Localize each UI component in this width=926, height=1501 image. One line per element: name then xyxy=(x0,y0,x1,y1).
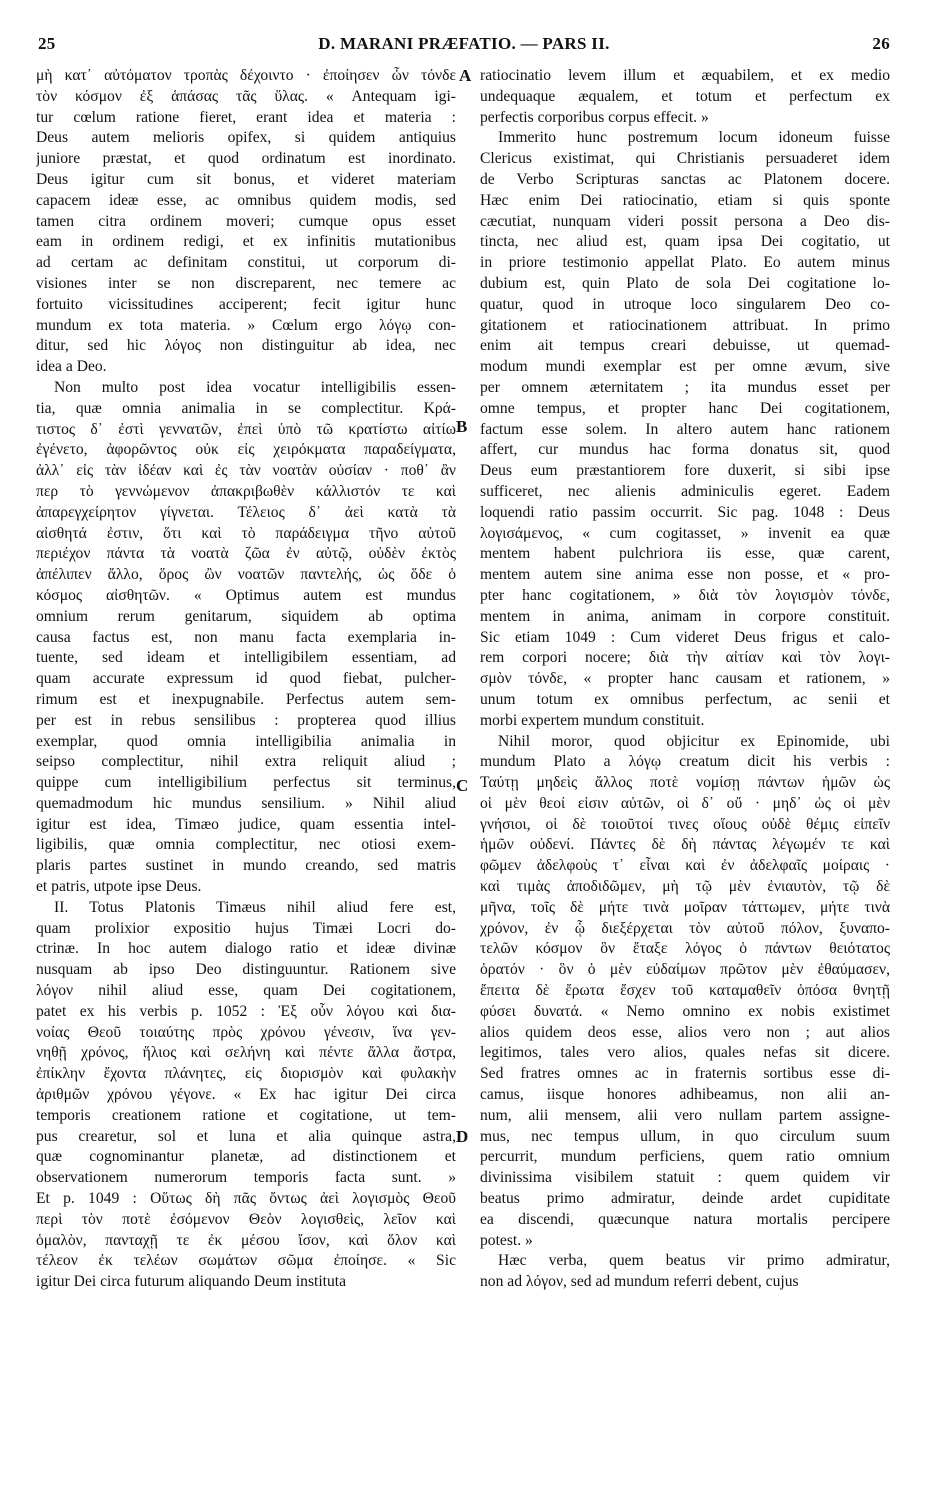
text-line: tur cœlum ratione fieret, erant idea et materia : xyxy=(36,108,456,126)
text-line: mundum Plato a λόγῳ creatum dicit his verbis : xyxy=(480,753,890,771)
text-line: et patris, utpote ipse Deus. xyxy=(36,878,202,896)
text-line: fortuito vicissitudines acciperent; fecit igitur hunc xyxy=(36,295,456,313)
text-line: plaris partes sustinet in mundo creando, sed matris xyxy=(36,857,456,875)
text-line: οἱ μὲν θεοί εἰσιν αὐτῶν, οἱ δ᾽ οὔ · μηδ᾽ ὡς οἱ μὲν xyxy=(480,794,890,812)
text-line: capacem ideæ esse, ac omnibus quidem modis, sed xyxy=(36,191,456,209)
text-line: tamen citra ordinem moveri; cumque opus esset xyxy=(36,212,456,230)
text-line: perfectis corporibus corpus effecit. » xyxy=(480,108,709,126)
text-line: camus, iisque honores adhibeamus, non alii an- xyxy=(480,1086,890,1104)
running-header xyxy=(38,34,890,60)
text-line: tuente, sed ideam et intelligibilem essentiam, ad xyxy=(36,649,456,667)
text-line: περ τὸ γεννώμενον ἀπακριβωθὲν κάλλιστόν τε καὶ xyxy=(36,482,456,500)
text-line: potest. » xyxy=(480,1231,533,1249)
text-line: λόγον nihil aliud esse, quam Dei cogitationem, xyxy=(36,982,456,1000)
text-line: Deus autem melioris opifex, si quidem antiquius xyxy=(36,129,456,147)
text-line: quippe cum intelligibilium perfectus sit terminus, xyxy=(36,774,456,792)
text-line: quatur, quod in utroque loco singularem Deo co- xyxy=(480,295,890,313)
text-line: per est in rebus sensilibus : propterea quod illius xyxy=(36,711,456,729)
text-line: num, alii mensem, alii vero nullam partem assigne- xyxy=(480,1106,890,1124)
text-line: juniore præstat, et quod ordinatum est inordinato. xyxy=(36,150,456,168)
text-line: causa factus est, non manu facta exemplaria in- xyxy=(36,628,456,646)
text-line: ctrinæ. In hoc autem dialogo ratio et ideæ divinæ xyxy=(36,940,456,958)
text-line: affert, cur mundus hac forma donatus sit, quod xyxy=(480,441,890,459)
text-line: factum esse solem. In altero autem hanc rationem xyxy=(480,420,890,438)
text-line: tincta, nec aliud est, quam ipsa Dei cogitatio, ut xyxy=(480,233,890,251)
margin-marker-a: A xyxy=(459,66,472,85)
text-line: exemplar, quod omnia intelligibilia animalia in xyxy=(36,732,456,750)
text-line: ad certam ac definitam constitui, ut corporum di- xyxy=(36,254,456,272)
text-line: rem corpori nocere; διὰ τὴν αἰτίαν καὶ τὸν λογι- xyxy=(480,649,890,667)
text-line: mundum ex tota materia. » Cœlum ergo λόγῳ con- xyxy=(36,316,456,334)
text-line: Immerito hunc postremum locum idoneum fuisse xyxy=(498,129,890,147)
text-line: ἐπίκλην ἔχοντα πλάνητες, εἰς διορισμὸν καὶ φυλακὴν xyxy=(36,1065,456,1083)
text-line: idea a Deo. xyxy=(36,358,107,376)
text-line: percurrit, mundum perficiens, quem ratio omnium xyxy=(480,1148,890,1166)
text-line: in priore testimonio appellat Plato. Eo autem minus xyxy=(480,254,890,272)
text-line: ἡμῶν οὐδενί. Πάντες δὲ δὴ πάντας λέγωμέν τε καὶ xyxy=(480,836,890,854)
text-line: ditur, sed hic λόγος non distinguitur ab idea, nec xyxy=(36,337,456,355)
text-line: νοίας Θεοῦ τοιαύτης πρὸς χρόνου γένεσιν, ἵνα γεν- xyxy=(36,1023,456,1041)
text-line: per omnem æternitatem ; ita mundus esset per xyxy=(480,378,890,396)
text-line: Sed fratres omnes ac in fraternis sortibus esse di- xyxy=(480,1065,890,1083)
text-line: morbi expertem mundum constituit. xyxy=(480,711,705,729)
text-line: αἰσθητά ἐστιν, ὅτι καὶ τὸ παράδειγμα τῆνο αὐτοῦ xyxy=(36,524,456,542)
text-line: Sic etiam 1049 : Cum videret Deus frigus et calo- xyxy=(480,628,890,646)
header-title: D. MARANI PRÆFATIO. — PARS II. xyxy=(318,34,610,53)
text-line: Ταύτῃ μηδεὶς ἄλλος ποτὲ νομίσῃ πάντων ἡμῶν ὡς xyxy=(480,774,890,792)
text-line: Nihil moror, quod objicitur ex Epinomide, ubi xyxy=(498,732,890,750)
text-line: τὸν κόσμον ἐξ ἁπάσας τᾶς ὕλας. « Antequam igi- xyxy=(36,87,456,105)
text-line: omne tempus, et propter hanc Dei cogitationem, xyxy=(480,399,890,417)
text-line: temporis creationem ratione et cogitatione, ut tem- xyxy=(36,1106,456,1124)
text-line: σμὸν τόνδε, « propter hanc causam et rationem, » xyxy=(480,670,890,688)
left-text-column xyxy=(36,66,456,1293)
text-line: observationem numerorum temporis facta sunt. » xyxy=(36,1169,456,1187)
text-line: mentem in anima, animam in corpore constituit. xyxy=(480,607,890,625)
text-line: gitationem et ratiocinationem attribuat. In primo xyxy=(480,316,890,334)
text-line: Et p. 1049 : Οὕτως δὴ πᾶς ὄντως ἀεὶ λογισμὸς Θεοῦ xyxy=(36,1190,456,1208)
text-line: ἀπέλιπεν ἄλλο, ὅρος ὢν νοατῶν παντελής, ὡς ὅδε ὁ xyxy=(36,566,456,584)
text-line: τελῶν κόσμον ὃν ἔταξε λόγος ὁ πάντων θειότατος xyxy=(480,940,890,958)
text-line: alios quidem deos esse, alios vero non ; aut alios xyxy=(480,1023,890,1041)
text-line: ὁρατόν · ὃν ὁ μὲν εὐδαίμων πρῶτον μὲν ἐθαύμασεν, xyxy=(480,961,890,979)
text-line: mus, nec tempus ullum, in quo circulum suum xyxy=(480,1127,890,1145)
text-line: ἀλλ᾽ εἰς τὰν ἰδέαν καὶ ἐς τὰν νοατὰν οὐσίαν · ποθ᾽ ἂν xyxy=(36,462,456,480)
text-line: ratiocinatio levem illum et æquabilem, et ex medio xyxy=(480,67,890,84)
text-line: γνήσιοι, οἱ δὲ τοιοῦτοί τινες οἵους οὐδὲ θέμις εἰπεῖν xyxy=(480,815,890,833)
text-line: Clericus existimat, qui Christianis persuaderet idem xyxy=(480,150,890,168)
text-line: Deus eum præstantiorem fore duxerit, si sibi ipse xyxy=(480,462,890,480)
text-line: μῆνα, τοῖς δὲ μήτε τινὰ μοῖραν τάττωμεν, μήτε τινὰ xyxy=(480,898,890,916)
text-line: divinissima visibilem statuit : quem quidem vir xyxy=(480,1169,890,1187)
margin-marker-b: B xyxy=(456,417,468,436)
text-line: mentem autem sine anima esse non posse, et « pro- xyxy=(480,566,890,584)
text-line: ἀριθμῶν χρόνου γέγονε. « Ex hac igitur Dei circa xyxy=(36,1086,456,1104)
text-line: Non multo post idea vocatur intelligibilis essen- xyxy=(54,378,456,396)
text-line: quam prolixior expositio hujus Timæi Locri do- xyxy=(36,919,456,937)
margin-marker-c: C xyxy=(456,776,469,795)
text-line: beatus primo admiratur, deinde ardet cupiditate xyxy=(480,1190,890,1208)
text-line: κόσμος αἰσθητῶν. « Optimus autem est mundus xyxy=(36,586,456,604)
text-line: nusquam ab ipso Deo distinguuntur. Rationem sive xyxy=(36,961,456,979)
text-line: legitimos, tales vero alios, quales nefas sit dicere. xyxy=(480,1044,890,1062)
text-line: χρόνον, ἐν ᾧ διεξέρχεται τὸν αὐτοῦ πόλον, ξυναπο- xyxy=(480,919,890,937)
text-line: τέλεον ἐκ τελέων σωμάτων σῶμα ἐποίησε. « Sic xyxy=(36,1252,456,1270)
text-line: mentem habent pulchriora iis esse, quæ carent, xyxy=(480,545,890,563)
text-line: pus crearetur, sol et luna et alia quinque astra, xyxy=(36,1127,456,1145)
text-line: φύσει δυνατά. « Nemo omnino ex nobis existimet xyxy=(480,1002,890,1020)
text-line: μὴ κατ᾽ αὐτόματον τροπὰς δέχοιντο · ἐποίησεν ὧν τόνδε xyxy=(36,67,456,84)
text-line: pter hanc cogitationem, » διὰ τὸν λογισμὸν τόνδε, xyxy=(480,586,890,604)
text-line: tia, quæ omnia animalia in se complectitur. Κρά- xyxy=(36,399,456,417)
text-line: ὁμαλὸν, πανταχῇ τε ἐκ μέσου ἴσον, καὶ ὅλον καὶ xyxy=(36,1231,456,1249)
text-line: undequaque æqualem, et totum et perfectum ex xyxy=(480,87,890,105)
text-line: περιέχον πάντα τὰ νοατὰ ζῶα ἐν αὐτῷ, οὐδὲν ἐκτὸς xyxy=(36,545,456,563)
text-line: quæ cognominantur planetæ, ad distinctionem et xyxy=(36,1148,456,1166)
page-number-right: 26 xyxy=(872,34,890,53)
text-line: omnium rerum genitarum, siquidem ab optima xyxy=(36,607,456,625)
text-line: ἐγένετο, ἀφορῶντος οὐκ εἰς χειρόκματα παραδείγματα, xyxy=(36,441,456,459)
text-line: dubium est, quin Plato de sola Dei cogitatione lo- xyxy=(480,274,890,292)
text-line: καὶ τιμὰς ἀποδιδῶμεν, μὴ τῷ μὲν ἐνιαυτὸν, τῷ δὲ xyxy=(480,878,890,896)
text-line: igitur est idea, Timæo judice, quam essentia intel- xyxy=(36,815,456,833)
text-line: περὶ τὸν ποτὲ ἐσόμενον Θεὸν λογισθεὶς, λεῖον καὶ xyxy=(36,1210,456,1228)
text-line: seipso complectitur, nihil extra reliquit aliud ; xyxy=(36,753,456,771)
text-line: νηθῇ χρόνος, ἥλιος καὶ σελήνη καὶ πέντε ἄλλα ἄστρα, xyxy=(36,1044,456,1062)
text-line: unum totum ex omnibus perfectum, ac senii et xyxy=(480,690,890,708)
text-line: rimum est et inexpugnabile. Perfectus autem sem- xyxy=(36,690,456,708)
right-text-column xyxy=(480,66,890,1293)
text-line: visiones inter se non discreparent, nec temere ac xyxy=(36,274,456,292)
text-line: igitur Dei circa futurum aliquando Deum instituta xyxy=(36,1273,347,1291)
text-line: enim ait tempus creari debuisse, ut quemad- xyxy=(480,337,890,355)
text-line: Hæc enim Dei ratiocinatio, etiam si quis sponte xyxy=(480,191,890,209)
text-line: λογισάμενος, « cum cogitasset, » invenit ea quæ xyxy=(480,524,890,542)
text-line: quam accurate expressum id quod fiebat, pulcher- xyxy=(36,670,456,688)
text-line: Deus igitur cum sit bonus, et videret materiam xyxy=(36,170,456,188)
text-line: Hæc verba, quem beatus vir primo admiratur, xyxy=(498,1252,890,1270)
page-number-left: 25 xyxy=(38,34,56,53)
text-line: sufficeret, nec alienis adminiculis egeret. Eadem xyxy=(480,482,890,500)
text-line: ἀπαρεγχείρητον γίγνεται. Τέλειος δ᾽ ἀεὶ κατὰ τὰ xyxy=(36,503,456,521)
text-line: II. Totus Platonis Timæus nihil aliud fere est, xyxy=(54,898,456,916)
text-line: ea discendi, quæcunque natura mortalis percipere xyxy=(480,1210,890,1228)
text-line: eam in ordinem redigi, et ex infinitis mutationibus xyxy=(36,233,456,251)
text-line: φῶμεν ἀδελφοὺς τ᾽ εἶναι καὶ ἐν ἀδελφαῖς μοίραις · xyxy=(480,857,890,875)
text-line: τιστος δ᾽ ἐστὶ γεννατῶν, ἐπεὶ ὑπὸ τῶ κρατίστω αἰτίω xyxy=(36,420,456,438)
text-line: loquendi ratio passim occurrit. Sic pag. 1048 : Deus xyxy=(480,503,890,521)
text-line: quemadmodum hic mundus sensilium. » Nihil aliud xyxy=(36,794,456,812)
text-line: modum mundi exemplar est per omne ævum, sive xyxy=(480,358,890,376)
text-line: patet ex his verbis p. 1052 : Ἐξ οὖν λόγου καὶ δια- xyxy=(36,1002,456,1020)
text-line: ἔπειτα δὲ ἔρωτα ἔσχεν τοῦ καταμαθεῖν ὁπόσα θνητῇ xyxy=(480,982,890,1000)
text-line: non ad λόγον, sed ad mundum referri debent, cujus xyxy=(480,1273,799,1291)
text-line: ligibilis, quæ omnia complectitur, nec otiosi exem- xyxy=(36,836,456,854)
text-line: cæcutiat, nunquam videri possit persona a Deo dis- xyxy=(480,212,890,230)
text-line: de Verbo Scripturas sanctas ac Platonem docere. xyxy=(480,170,890,188)
margin-marker-d: D xyxy=(456,1127,469,1146)
